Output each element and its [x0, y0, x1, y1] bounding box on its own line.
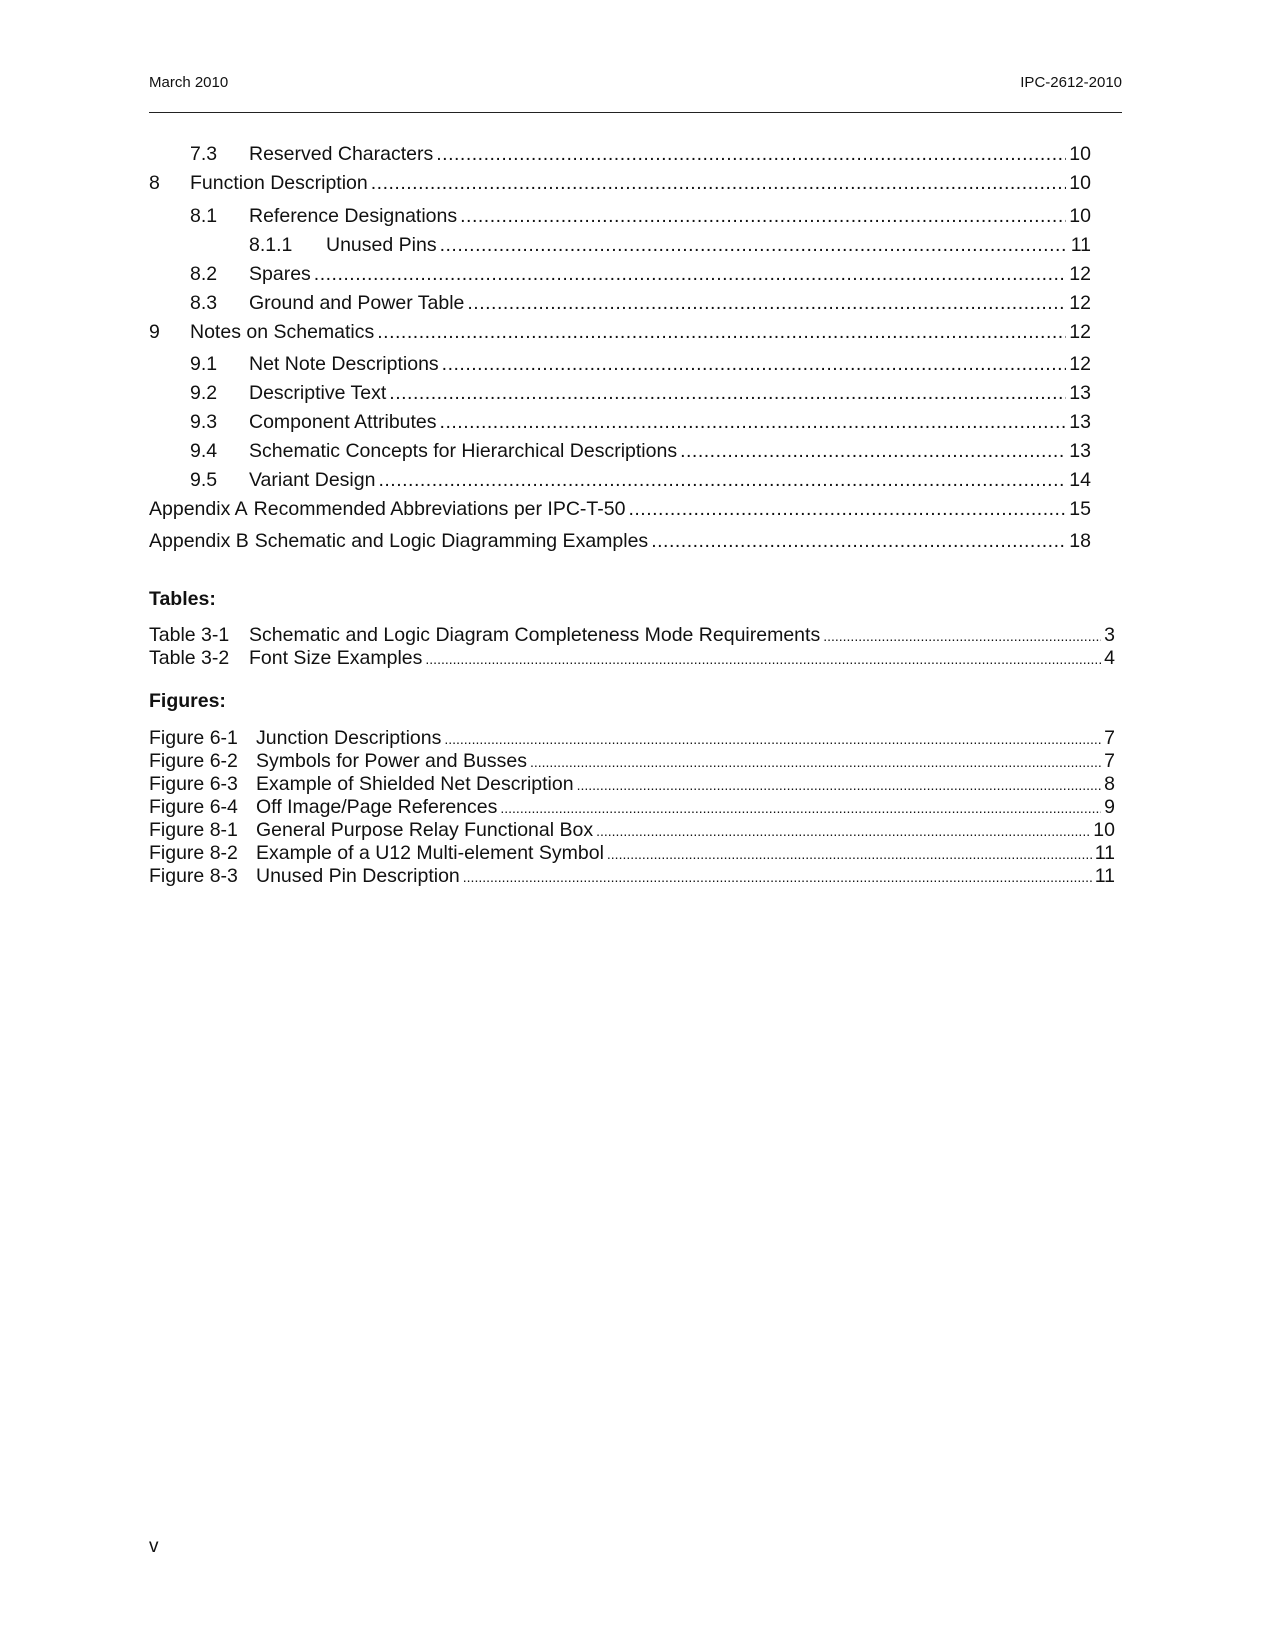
entry-number: 9.5: [190, 469, 218, 491]
entry-title: Reference Designations: [249, 205, 458, 227]
entry-title: Font Size Examples: [249, 647, 423, 669]
dot-leader: [823, 624, 1101, 648]
toc-entry[interactable]: [149, 171, 1091, 195]
entry-number: 9.1: [190, 353, 218, 375]
page-header: [149, 74, 1122, 113]
entry-number: Figure 6-4: [149, 796, 238, 818]
dot-leader: [436, 142, 1066, 166]
entry-number: Figure 8-2: [149, 842, 238, 864]
dot-leader: [442, 352, 1067, 376]
figure-entry[interactable]: [149, 749, 1115, 774]
entry-page: 12: [1069, 263, 1091, 285]
figure-entry[interactable]: [149, 864, 1115, 889]
entry-title: General Purpose Relay Functional Box: [256, 819, 594, 841]
figure-entry[interactable]: [149, 726, 1115, 751]
entry-title: Function Description: [190, 172, 368, 194]
entry-number: 8.3: [190, 292, 218, 314]
entry-title: Unused Pins: [326, 234, 437, 256]
entry-page: 7: [1104, 727, 1115, 749]
page-number: v: [149, 1536, 159, 1557]
entry-title: Symbols for Power and Busses: [256, 750, 527, 772]
entry-title: Notes on Schematics: [190, 321, 375, 343]
entry-title: Example of a U12 Multi-element Symbol: [256, 842, 604, 864]
entry-page: 9: [1104, 796, 1115, 818]
entry-page: 11: [1094, 842, 1115, 864]
entry-number: 8.2: [190, 263, 218, 285]
entry-page: 13: [1069, 440, 1091, 462]
dot-leader: [651, 529, 1066, 553]
entry-page: 13: [1069, 411, 1091, 433]
entry-title: Schematic and Logic Diagram Completeness Mode Requirements: [249, 624, 821, 646]
entry-number: 9: [149, 321, 160, 343]
entry-page: 11: [1094, 865, 1115, 887]
entry-number: 8.1.1: [249, 234, 293, 256]
entry-title: Spares: [249, 263, 311, 285]
entry-number: 8: [149, 172, 160, 194]
entry-page: 14: [1069, 469, 1091, 491]
entry-page: 10: [1069, 172, 1091, 194]
dot-leader: [577, 773, 1102, 797]
figure-entry[interactable]: [149, 841, 1115, 866]
entry-title: Ground and Power Table: [249, 292, 465, 314]
entry-page: 7: [1104, 750, 1115, 772]
dot-leader: [607, 842, 1092, 866]
tables-heading: Tables:: [149, 588, 216, 610]
dot-leader: [680, 439, 1066, 463]
entry-number: Appendix A: [149, 498, 248, 520]
entry-page: 10: [1093, 819, 1115, 841]
entry-page: 3: [1104, 624, 1115, 646]
entry-page: 12: [1069, 292, 1091, 314]
entry-page: 10: [1069, 143, 1091, 165]
dot-leader: [500, 796, 1101, 820]
entry-number: 9.4: [190, 440, 218, 462]
toc-entry[interactable]: [149, 529, 1091, 553]
entry-number: Figure 8-3: [149, 865, 238, 887]
entry-title: Variant Design: [249, 469, 376, 491]
entry-page: 12: [1069, 353, 1091, 375]
entry-title: Net Note Descriptions: [249, 353, 439, 375]
figure-entry[interactable]: [149, 795, 1115, 820]
dot-leader: [371, 171, 1067, 195]
dot-leader: [596, 819, 1090, 843]
toc-entry[interactable]: [190, 381, 1091, 405]
dot-leader: [440, 410, 1067, 434]
entry-page: 18: [1069, 530, 1091, 552]
entry-title: Example of Shielded Net Description: [256, 773, 574, 795]
toc-entry[interactable]: [190, 262, 1091, 286]
entry-page: 15: [1069, 498, 1091, 520]
dot-leader: [460, 204, 1066, 228]
figures-heading: Figures:: [149, 690, 226, 712]
entry-title: Reserved Characters: [249, 143, 434, 165]
entry-number: Table 3-2: [149, 647, 230, 669]
toc-entry[interactable]: [190, 439, 1091, 463]
toc-entry[interactable]: [190, 291, 1091, 315]
entry-title: Recommended Abbreviations per IPC-T-50: [253, 498, 626, 520]
entry-page: 10: [1069, 205, 1091, 227]
toc-entry[interactable]: [190, 468, 1091, 492]
entry-number: Figure 6-2: [149, 750, 238, 772]
entry-number: Figure 6-1: [149, 727, 238, 749]
toc-entry[interactable]: [149, 320, 1091, 344]
dot-leader: [377, 320, 1066, 344]
entry-number: 8.1: [190, 205, 218, 227]
toc-entry[interactable]: [190, 352, 1091, 376]
dot-leader: [467, 291, 1066, 315]
toc-entry[interactable]: [190, 410, 1091, 434]
table-entry[interactable]: [149, 646, 1115, 671]
entry-title: Schematic Concepts for Hierarchical Descriptions: [249, 440, 678, 462]
entry-page: 12: [1069, 321, 1091, 343]
entry-title: Descriptive Text: [249, 382, 387, 404]
toc-entry[interactable]: [149, 497, 1091, 521]
dot-leader: [444, 727, 1101, 751]
entry-title: Off Image/Page References: [256, 796, 498, 818]
table-entry[interactable]: [149, 623, 1115, 648]
entry-title: Schematic and Logic Diagramming Examples: [254, 530, 649, 552]
dot-leader: [378, 468, 1066, 492]
dot-leader: [314, 262, 1067, 286]
toc-entry[interactable]: [249, 233, 1091, 257]
entry-page: 4: [1104, 647, 1115, 669]
toc-entry[interactable]: [190, 142, 1091, 166]
entry-title: Junction Descriptions: [256, 727, 442, 749]
dot-leader: [530, 750, 1101, 774]
entry-title: Unused Pin Description: [256, 865, 460, 887]
entry-number: 9.2: [190, 382, 218, 404]
dot-leader: [463, 865, 1092, 889]
dot-leader: [425, 647, 1101, 671]
entry-number: 7.3: [190, 143, 218, 165]
entry-number: Appendix B: [149, 530, 249, 552]
dot-leader: [440, 233, 1068, 257]
figure-entry[interactable]: [149, 818, 1115, 843]
figure-entry[interactable]: [149, 772, 1115, 797]
entry-page: 8: [1104, 773, 1115, 795]
entry-title: Component Attributes: [249, 411, 437, 433]
entry-number: Figure 8-1: [149, 819, 238, 841]
header-date: March 2010: [149, 74, 229, 91]
dot-leader: [389, 381, 1066, 405]
header-doc-id: IPC-2612-2010: [1020, 74, 1122, 91]
dot-leader: [628, 497, 1066, 521]
entry-number: 9.3: [190, 411, 218, 433]
entry-number: Figure 6-3: [149, 773, 238, 795]
entry-number: Table 3-1: [149, 624, 230, 646]
entry-page: 13: [1069, 382, 1091, 404]
entry-page: 11: [1070, 234, 1091, 256]
toc-entry[interactable]: [190, 204, 1091, 228]
